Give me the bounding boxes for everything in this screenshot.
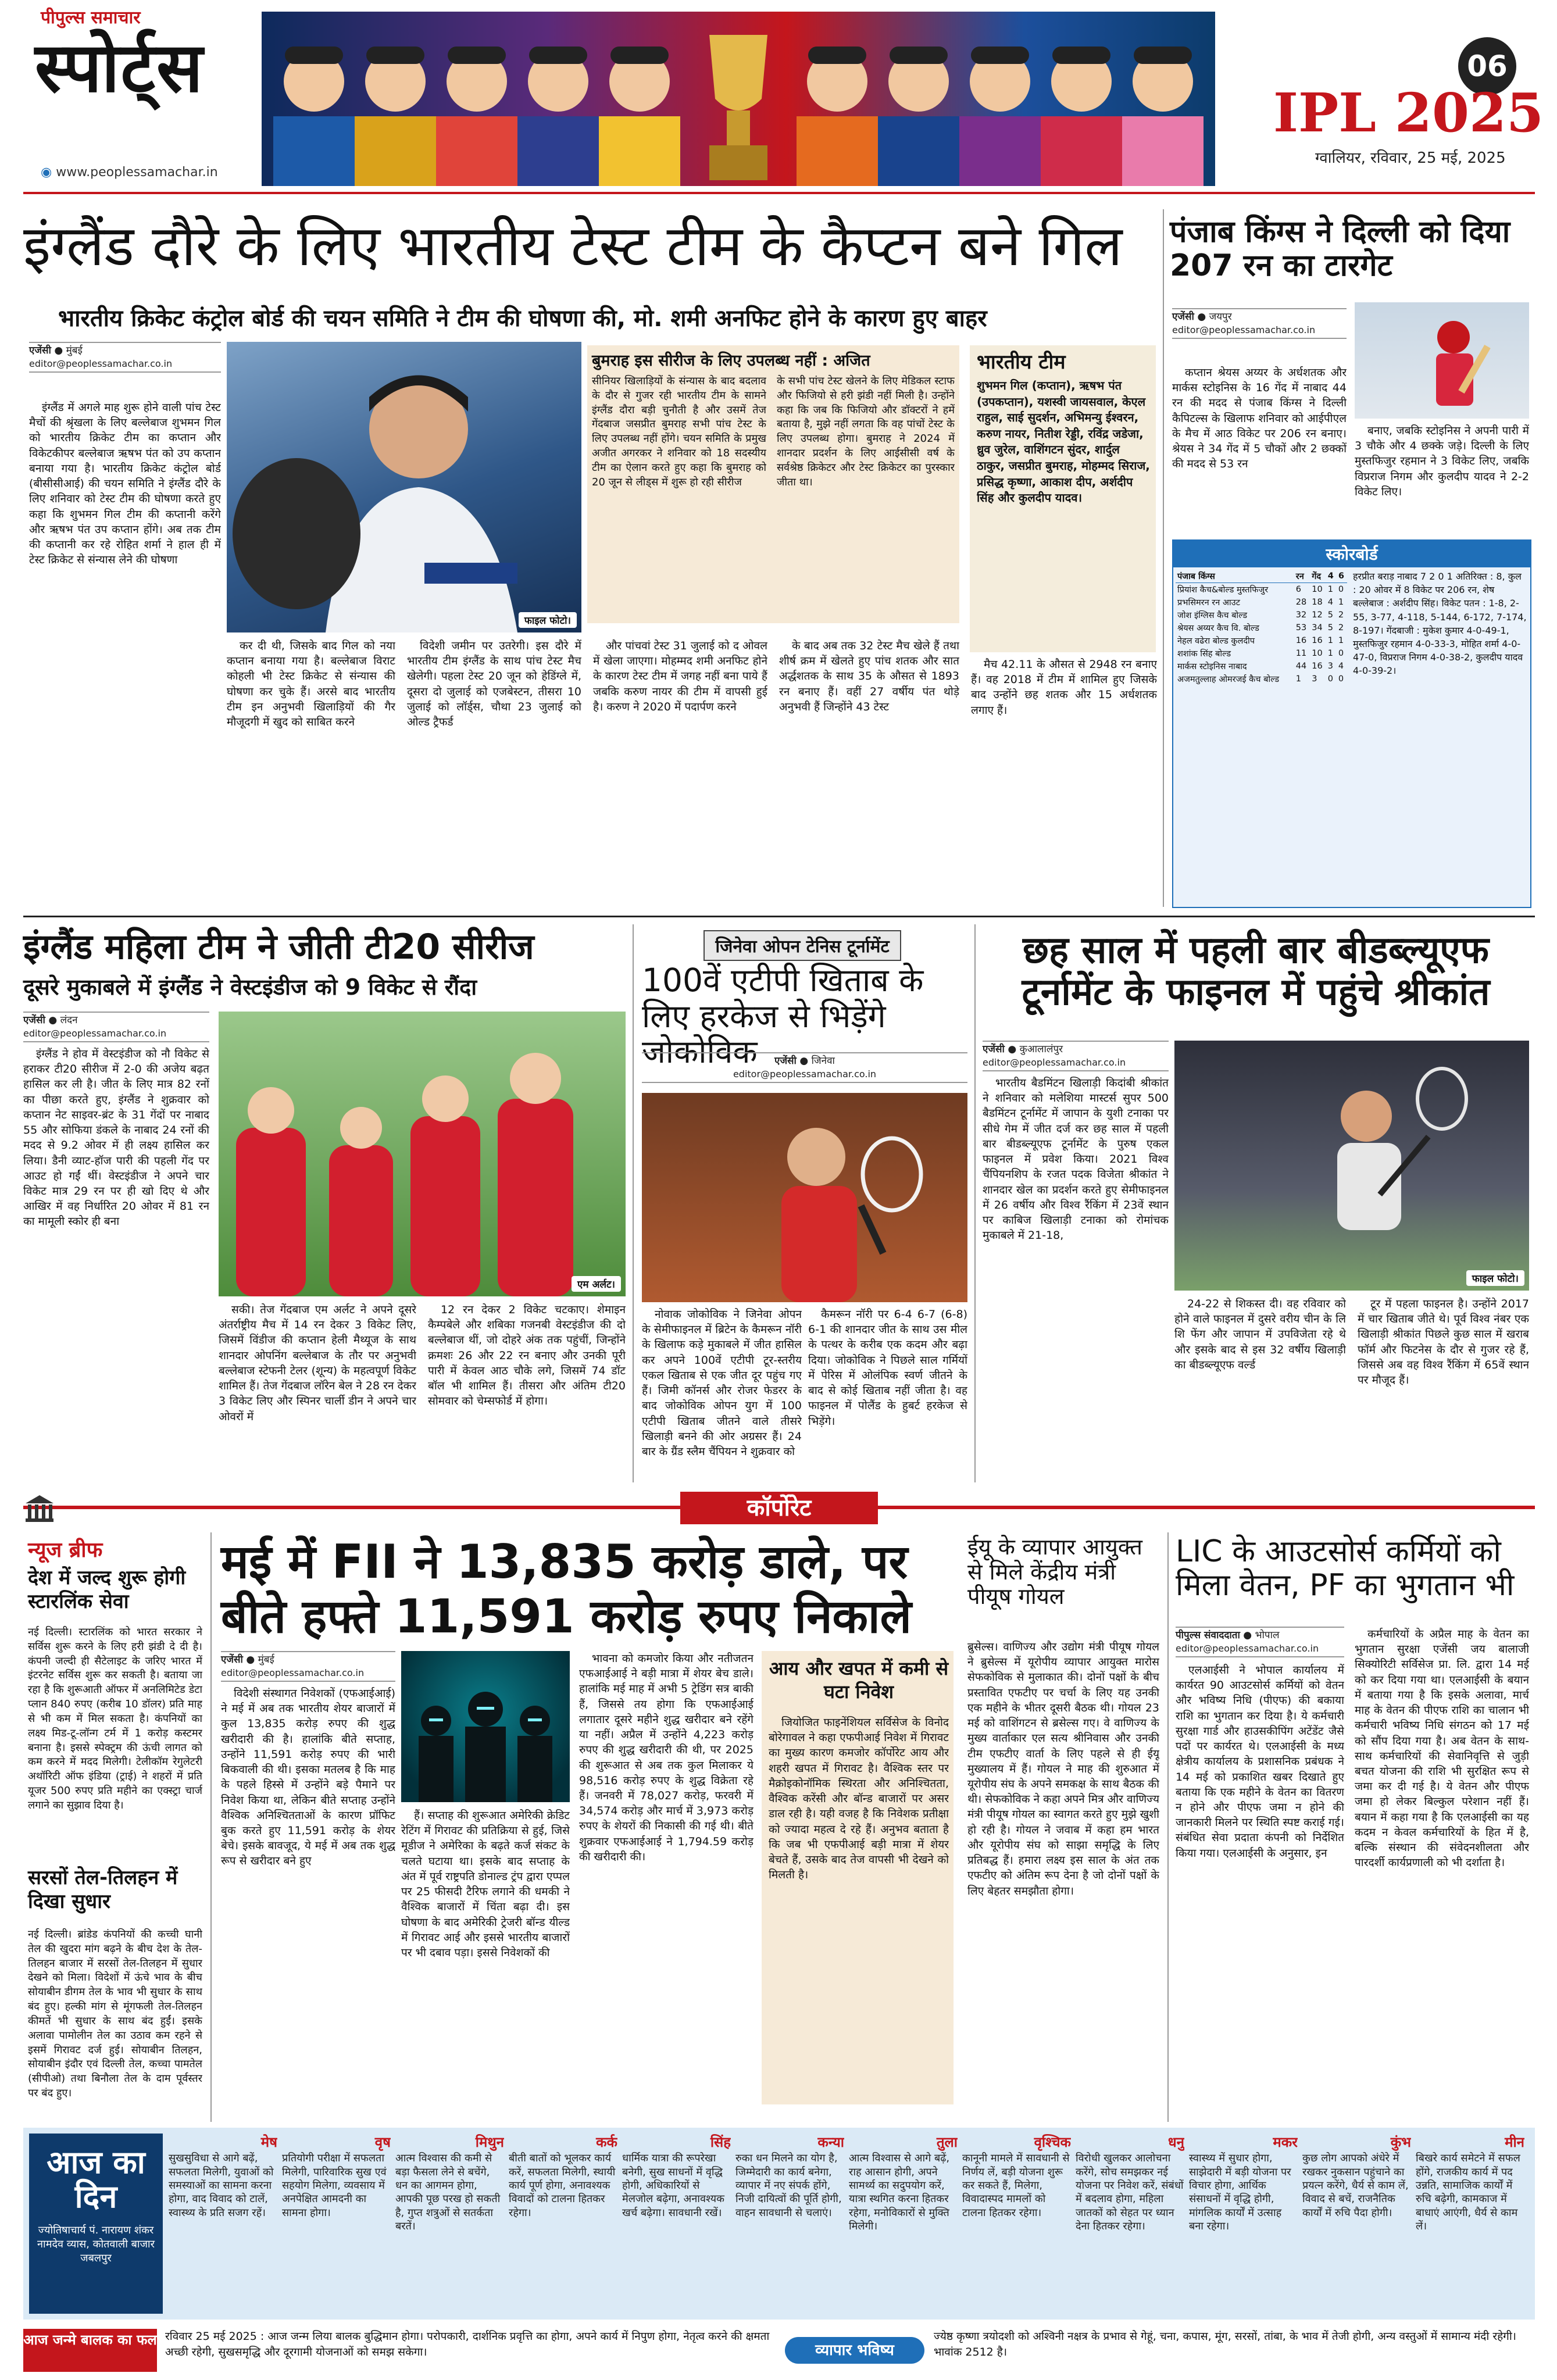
horoscope-sign-text: स्वास्थ्य में सुधार होगा, साझेदारी में बड़ी योजना पर विचार होगा, आर्थिक संसाधनों में वृद्धि होगी, मांगलिक कार्यों में उत्साह बना रहेगा। — [1189, 2152, 1291, 2233]
score-head-sixes: 6 — [1338, 571, 1344, 581]
horoscope-sign-name: मेष — [260, 2134, 277, 2150]
score-value: 1 — [1327, 649, 1333, 658]
footer-right-text: ज्येष्ठ कृष्णा त्रयोदशी को अश्विनी नक्षत्र के प्रभाव से गेहूं, चना, कपास, मूंग, सरसों, तांबा, के भाव में तेजी होगी, अन्य वस्तुओं में सामान्य मंदी रहेगी। भावांक 2512 है। — [934, 2330, 1517, 2358]
dateline: ग्वालियर, रविवार, 25 मई, 2025 — [1315, 149, 1506, 167]
horoscope-sign-name: तुला — [936, 2134, 958, 2150]
website-link[interactable] — [41, 165, 218, 180]
fii-box-head: आय और खपत में कमी से घटा निवेश — [769, 1657, 949, 1703]
news-brief-item2-body: नई दिल्ली। ब्रांडेड कंपनियों की कच्ची घानी तेल की खुदरा मांग बढ़ने के बीच देश के तेल-तिलहन बाजार में सरसों तेल-तिलहन में सुधार देखने को मिला। विदेशों में ऊंचे भाव के बीच सोयाबीन डीगम तेल के भाव भी सुधार के साथ बंद हुए। हल्की मांग से मूंगफली तेल-तिलहन कीमतें भी सुधार के साथ बंद हुईं। इसके अलावा पामोलीन तेल का उठाव कम रहने से इसमें गिरावट दर्ज हुई। सोयाबीन तिलहन, सोयाबीन इंदौर एवं दिल्ली तेल, कच्चा पामतेल (सीपीओ) तथा बिनौला तेल के दाम पूर्वस्तर पर बंद हुए। — [28, 1928, 202, 2100]
horoscope-sign — [1302, 2134, 1411, 2314]
horoscope-signs — [169, 2134, 1529, 2314]
horoscope-sign — [395, 2134, 504, 2314]
srikanth-col4 — [1358, 1296, 1529, 1477]
footer-right-label: व्यापार भविष्य — [785, 2337, 924, 2364]
footer — [23, 2324, 1535, 2377]
footer-left-label: आज जन्मे बालक का फल — [23, 2329, 157, 2372]
srikanth-col1-text: भारतीय बैडमिंटन खिलाड़ी किदांबी श्रीकांत ने शनिवार को मलेशिया मास्टर्स सुपर 500 बैडमिंटन टूर्नामेंट में जापान के युशी टनाका पर सीधे गेम में जीत दर्ज कर छह साल में पहली बार बीडब्ल्यूएफ टूर्नामेंट के पुरुष एकल फाइनल में प्रवेश किया। 2021 विश्व चैंपियनशिप के रजत पदक विजेता श्रीकांत ने शानदार खेल का प्रदर्शन करते हुए सेमीफाइनल में 26 वर्षीय और विश्व रैंकिंग में 23वें स्थान पर काबिज खिलाड़ी टनाका को रोमांचक मुकाबले में 21-18, — [983, 1077, 1169, 1242]
srikanth-photo — [1174, 1041, 1529, 1291]
djokovic-agency: एजेंसी — [774, 1055, 797, 1067]
horoscope-sign-text: आत्म विश्वास से आगे बढ़ें, राह आसान होगी, अपने सामर्थ्य का सदुपयोग करें, यात्रा स्थगित करना हितकर रहेगा, मनोविकारों से मुक्ति मिलेगी। — [849, 2152, 950, 2233]
lic-col1 — [1176, 1663, 1344, 2122]
website-url: www.peoplessamachar.in — [56, 165, 218, 180]
score-value: 1 — [1327, 636, 1333, 645]
score-row — [1176, 583, 1347, 596]
srikanth-agency: एजेंसी — [983, 1044, 1005, 1055]
horoscope-author: ज्योतिषाचार्य पं. नारायण शंकर नामदेव व्यास, कोतवाली बाजार जबलपुर — [37, 2224, 155, 2265]
score-player: नेहल वढेरा बोल्ड कुलदीप — [1177, 637, 1255, 646]
horoscope-sign — [169, 2134, 277, 2314]
score-value: 28 — [1295, 598, 1307, 607]
vertical-divider-5 — [1167, 1532, 1169, 2122]
score-value: 5 — [1327, 623, 1333, 632]
score-value: 44 — [1295, 662, 1307, 671]
score-row — [1176, 660, 1347, 673]
horoscope-sign-name: मीन — [1505, 2134, 1524, 2150]
fii-col2-text: हैं। सप्ताह की शुरूआत अमेरिकी क्रेडिट रेटिंग में गिरावट की प्रतिक्रिया से हुई, जिसे मूडीज ने अमेरिका के बढ़ते कर्ज संकट के चलते घटाया था। इसके बाद सप्ताह के अंत में पूर्व राष्ट्रपति डोनाल्ड ट्रंप द्वारा एप्पल पर 25 फीसदी टैरिफ लगाने की धमकी ने वैश्विक बाजारों में चिंता बढ़ा दी। इस घोषणा के बाद अमेरिकी ट्रेजरी बॉन्ड यील्ड में गिरावट आई और इससे भारतीय बाजारों पर भी दबाव पड़ा। इससे निवेशकों की — [401, 1809, 570, 1959]
horoscope-sign-text: सुखसुविधा से आगे बढ़ें, सफलता मिलेगी, युवाओं को समस्याओं का सामना करना होगा, वाद विवाद को टालें, स्वास्थ्य के प्रति सजग रहें। — [169, 2152, 274, 2219]
footer-left-text: रविवार 25 मई 2025 : आज जन्म लिया बालक बुद्धिमान होगा। परोपकारी, दार्शनिक प्रवृत्ति का होगा, अपने कार्य में निपुण होगा, नेतृत्व करने की क्षमता अच्छी रहेगी, सुखसमृद्धि और दूरगामी योजनाओं को समझ सकेगा। — [165, 2330, 770, 2358]
score-head-fours: 4 — [1327, 571, 1334, 581]
fii-col2 — [401, 1808, 570, 2116]
horoscope-sign-text: विरोधी खुलकर आलोचना करेंगे, सोच समझकर नई योजना पर निवेश करें, संबंधों में बदलाव होगा, महिला जातकों को सेहत पर ध्यान देना हितकर रहेगा। — [1076, 2152, 1184, 2233]
score-value: 6 — [1295, 585, 1301, 594]
srikanth-col3 — [1174, 1296, 1346, 1477]
djokovic-place: जिनेवा — [811, 1055, 835, 1067]
fii-photo — [401, 1651, 570, 1802]
fii-col3-text: भावना को कमजोर किया और नतीजतन एफआईआई ने बड़ी मात्रा में शेयर बेच डाले। हालांकि मई माह में अभी 5 ट्रेडिंग सत्र बाकी हैं, जिससे तय होगा कि एफआईआई लगातार दूसरे महीने शुद्ध खरीदार बने रहेंगे या नहीं। अप्रैल में उन्होंने 4,223 करोड़ रुपए की शुद्ध खरीदारी की थी, पर 2025 की शुरूआत से अब तक कुल मिलाकर ये 98,516 करोड़ रुपए के शुद्ध विक्रेता रहे हैं। जनवरी में 78,027 करोड़, फरवरी में 34,574 करोड़ और मार्च में 3,973 करोड़ रुपए के शेयरों की निकासी की गई थी। बीते शुक्रवार एफआईआई ने 1,794.59 करोड़ की खरीदारी की। — [579, 1652, 753, 1863]
gill-place: मुंबई — [66, 345, 83, 356]
fii-box-text — [769, 1715, 949, 2099]
score-row — [1176, 634, 1347, 647]
trophy-icon — [709, 35, 767, 180]
srikanth-email[interactable]: editor@peoplessamachar.co.in — [983, 1056, 1126, 1068]
horoscope-sign-text: बिखरे कार्य समेटने में सफल होंगे, राजकीय कार्य में पद उन्नति, सामाजिक कार्यों में रुचि बढ़ेगी, कामकाज में बाधाएं आएंगी, धैर्य से काम लें। — [1416, 2152, 1520, 2233]
ewomen-col2 — [219, 1302, 416, 1477]
score-value: 4 — [1338, 662, 1344, 671]
score-player: प्रियांश कैच&बोल्ड मुस्तफिजुर — [1177, 585, 1269, 595]
gill-col1-text: इंग्लैंड में अगले माह शुरू होने वाली पांच टेस्ट मैचों की श्रृंखला के लिए बल्लेबाज शुभमन गिल को भारतीय क्रिकेट टीम का कप्तान और विकेटकीपर बल्लेबाज ऋषभ पंत को उप कप्तान बनाया गया है। भारतीय क्रिकेट कंट्रोल बोर्ड (बीसीसीआई) की चयन समिति ने इंग्लैंड दौरे के लिए शनिवार को टेस्ट टीम की घोषणा करते हुए कहा कि शुभमन गिल टीम की कप्तानी करेंगे और ऋषभ पंत उप कप्तान होंगे। अब तक टीम की कप्तानी कर रहे रोहित शर्मा ने हाल ही में टेस्ट क्रिकेट से संन्यास लेने की घोषणा — [29, 401, 221, 567]
ewomen-col1-text: इंग्लैंड ने होव में वेस्टइंडीज को नौ विकेट से हराकर टी20 सीरीज में 2-0 की अजेय बढ़त हासिल कर ली है। जीत के लिए मात्र 82 रनों का पीछा करते हुए, इंग्लैंड ने शुक्रवार को कप्तान नेट साइवर-ब्रंट के 31 गेंदों पर नाबाद 55 और सोफिया डंकले के नाबाद 24 रनों की मदद से 9.2 ओवर में ही लक्ष्य हासिल कर लिया। डैनी व्याट-हॉज पारी की पहली गेंद पर आउट हो गईं थीं। वेस्टइंडीज ने अपने चार विकेट मात्र 29 रन पर ही खो दिए थे और आखिर में वह निर्धारित 20 ओवर में 81 रन का मामूली स्कोर ही बना — [23, 1048, 209, 1228]
gill-agency: एजेंसी — [29, 345, 51, 356]
corporate-label: कॉर्पोरेट — [680, 1492, 878, 1524]
djokovic-kicker — [645, 930, 959, 961]
punjab-email[interactable]: editor@peoplessamachar.co.in — [1172, 324, 1316, 335]
ewomen-email[interactable]: editor@peoplessamachar.co.in — [23, 1027, 167, 1039]
news-brief-label: न्यूज ब्रीफ — [28, 1538, 103, 1562]
punjab-agency: एजेंसी — [1172, 311, 1194, 323]
vertical-divider-1 — [1163, 209, 1164, 907]
horoscope-sign-name: कन्या — [817, 2134, 844, 2150]
djokovic-col-b — [808, 1307, 967, 1477]
horoscope-sign — [1076, 2134, 1184, 2314]
team-list-text: शुभमन गिल (कप्तान), ऋषभ पंत (उपकप्तान), यशस्वी जायसवाल, केएल राहुल, साई सुदर्शन, अभिमन्यु ईश्वरन, करुण नायर, नितीश रेड्डी, रविंद्र जडेजा, ध्रुव जुरेल, वाशिंगटन सुंदर, शार्दुल ठाकुर, जसप्रीत बुमराह, मोहम्मद सिराज, प्रसिद्ध कृष्णा, आकाश दीप, अर्शदीप सिंह और कुलदीप यादव। — [977, 378, 1150, 505]
gill-col3 — [407, 638, 581, 906]
score-player: अजमतुल्लाह ओमरजई कैच बोल्ड — [1177, 675, 1280, 684]
horoscope-sign-name: वृश्चिक — [1034, 2134, 1071, 2150]
goyal-headline: ईयू के व्यापार आयुक्त से मिले केंद्रीय मंत्री पीयूष गोयल — [967, 1534, 1142, 1610]
vertical-divider-3 — [974, 924, 976, 1482]
horoscope-sign-name: सिंह — [710, 2134, 731, 2150]
score-value: 3 — [1327, 662, 1333, 671]
lic-headline: LIC के आउटसोर्स कर्मियों को मिला वेतन, PF का भुगतान भी — [1176, 1534, 1515, 1603]
news-brief-item1-body: नई दिल्ली। स्टारलिंक को भारत सरकार ने सर्विस शुरू करने के लिए हरी झंडी दे दी है। कंपनी जल्दी ही सैटेलाइट के जरिए भारत में इंटरनेट सर्विस शुरू कर सकती है। बताया जा रहा है कि शुरूआती ऑफर में अनलिमिटेड डेटा प्लान 840 रुपए (करीब 10 डॉलर) प्रति माह से भी कम में मिल सकता है। कंपनियों का लक्ष्य मिड-टू-लॉन्ग टर्म में 1 करोड़ कस्टमर बनाना है। इससे स्पेक्ट्रम की ऊंची लागत को कम करने में मदद मिलेगी। टेलीकॉम रेगुलेटरी अथॉरिटी ऑफ इंडिया (ट्राई) ने शहरों में प्रति यूजर 500 रुपए प्रति महीने का एक्स्ट्रा चार्ज लगाने का सुझाव दिया है। — [28, 1626, 202, 1811]
punjab-col1 — [1172, 365, 1347, 522]
srikanth-col3-text: 24-22 से शिकस्त दी। वह रविवार को होने वाले फाइनल में दुसरे वरीय चीन के लि शि फेंग और जापान में उपविजेता रहे थे और इसके बाद से इस 32 वर्षीय खिलाड़ी का बीडब्ल्यूएफ वर्ल्ड — [1174, 1298, 1346, 1371]
score-value: 1 — [1295, 674, 1301, 684]
edition-title: IPL 2025 — [1273, 81, 1544, 144]
djokovic-photo — [642, 1093, 967, 1302]
score-player: मार्कस स्टोइनिस नाबाद — [1177, 662, 1247, 671]
score-value: 10 — [1312, 649, 1323, 658]
punjab-col2 — [1355, 423, 1529, 539]
gill-email[interactable]: editor@peoplessamachar.co.in — [29, 358, 173, 369]
bumrah-col3-text: के बाद अब तक 32 टेस्ट मैच खेले हैं तथा शीर्ष क्रम में खेलते हुए पांच शतक और सात अर्द्धशतक के साथ 35 के औसत से 1893 रन बनाए हैं। वहीं 27 वर्षीय पंत थोड़े अनुभवी हैं जिन्होंने 43 टेस्ट — [779, 639, 959, 713]
ewomen-col3-text: 12 रन देकर 2 विकेट चटकाए। शेमाइन कैम्पबेले और शबिका गजनबी वेस्टइंडीज की दो बल्लेबाज थीं, जो दोहरे अंक तक पहुंचीं, जिन्होंने क्रमशः 26 और 22 रन बनाए और उनकी पूरी पारी में केवल आठ चौके लगे, जिसमें 74 डॉट बॉल भी शामिल हैं। तीसरा और अंतिम टी20 सोमवार को चेम्सफोर्ड में होगा। — [428, 1303, 626, 1408]
fii-col1-text: विदेशी संस्थागत निवेशकों (एफआईआई) ने मई में अब तक भारतीय शेयर बाजारों में कुल 13,835 करोड़ रुपए की शुद्ध खरीदारी की है। हालांकि बीते सप्ताह, उन्होंने 11,591 करोड़ रुपए की भारी बिकवाली की थी। इसका मतलब है कि माह के पहले हिस्से में उन्होंने बड़े पैमाने पर निवेश किया था, लेकिन बीते सप्ताह उन्होंने वैश्विक अनिश्चितताओं के कारण प्रॉफिट बुक करते हुए 11,591 करोड़ के शेयर बेचे। इसके बावजूद, ये मई में अब तक शुद्ध रूप से खरीदार बने हुए — [221, 1687, 395, 1868]
score-value: 16 — [1312, 662, 1323, 671]
punjab-byline: एजेंसी ● जयपुर editor@peoplessamachar.co.in — [1172, 308, 1347, 339]
punjab-photo — [1355, 302, 1529, 419]
djokovic-col-b-text: कैमरून नॉरी पर 6-4 6-7 (6-8) 6-1 की शानदार जीत के साथ उस मील के पत्थर के करीब एक कदम और बढ़ा दिया। जोकोविक ने पिछले साल गर्मियों में पेरिस में ओलंपिक स्वर्ण जीतने के बाद से कोई खिताब नहीं जीता है। वह फाइनल में पोलैंड के हुबर्ट हरकेज से भिड़ेंगे। — [808, 1308, 967, 1428]
score-player: प्रभसिमरन रन आउट — [1177, 598, 1240, 607]
djokovic-email[interactable]: editor@peoplessamachar.co.in — [733, 1068, 877, 1080]
score-player: श्रेयस अय्यर कैच वि. बोल्ड — [1177, 624, 1259, 633]
score-value: 32 — [1295, 610, 1307, 620]
vertical-divider-4 — [210, 1532, 212, 2122]
score-value: 0 — [1327, 674, 1333, 684]
horoscope-sign — [282, 2134, 391, 2314]
gill-col2-text: कर दी थी, जिसके बाद गिल को नया कप्तान बनाया गया है। बल्लेबाज विराट कोहली भी टेस्ट क्रिकेट से संन्यास की घोषणा कर चुके हैं। अरसे बाद भारतीय टीम इन अनुभवी खिलाड़ियों की गैर मौजूदगी में खुद को साबित करने — [227, 639, 395, 729]
lic-byline: पीपुल्स संवाददाता ● भोपाल editor@peoplessamachar.co.in — [1176, 1627, 1344, 1657]
gill-col1 — [29, 400, 221, 906]
horoscope-sign-text: रुका धन मिलने का योग है, जिम्मेदारी का कार्य बनेगा, व्यापार में नए संपर्क होंगे, निजी दायित्वों की पूर्ति होगी, वाहन सावधानी से चलाएं। — [735, 2152, 842, 2219]
masthead — [0, 0, 1557, 192]
lic-col1-text: एलआईसी ने भोपाल कार्यालय में कार्यरत 90 आउटसोर्स कर्मियों को वेतन और भविष्य निधि (पीएफ) की बकाया राशि का भुगतान कर दिया है। ये कर्मचारी सुरक्षा गार्ड और हाउसकीपिंग अटेंडेंट जैसे पदों पर कार्यरत थे। एलआईसी के मध्य क्षेत्रीय कार्यालय के प्रशासनिक प्रबंधक ने 14 मई को प्रकाशित खबर दिखाते हुए बताया कि एक महीने के वेतन का वितरण न होने और पीएफ जमा न होने की जानकारी मिलने पर स्थिति स्पष्ट कराई गई। संबंधित सेवा प्रदाता कंपनी को निर्देशित किया गया। एलआईसी के अनुसार, इन — [1176, 1664, 1344, 1860]
horoscope-sign-name: वृष — [374, 2134, 391, 2150]
gill-photo — [227, 342, 581, 632]
section-title: स्पोर्ट्स — [35, 27, 204, 108]
horoscope-sign-text: कुछ लोग आपको अंधेरे में रखकर नुकसान पहुंचाने का प्रयत्न करेंगे, धैर्य से काम लें, विवाद से बचें, राजनैतिक कार्यों में रुचि पैदा होगी। — [1302, 2152, 1409, 2219]
fii-agency: एजेंसी — [221, 1654, 243, 1666]
score-value: 1 — [1338, 636, 1344, 645]
fii-photo-illustration — [401, 1651, 570, 1802]
horoscope-sign — [962, 2134, 1071, 2314]
score-value: 53 — [1295, 623, 1307, 632]
score-value: 5 — [1327, 610, 1333, 620]
djokovic-kicker-text: जिनेवा ओपन टेनिस टूर्नामेंट — [703, 930, 901, 961]
score-value: 0 — [1338, 649, 1344, 658]
lic-email[interactable]: editor@peoplessamachar.co.in — [1176, 1642, 1319, 1654]
djokovic-col-a — [642, 1307, 802, 1477]
fii-headline: मई में FII ने 13,835 करोड़ डाले, पर बीते हफ्ते 11,591 करोड़ रुपए निकाले — [221, 1535, 912, 1644]
ewomen-col3 — [428, 1302, 626, 1477]
scoreboard-summary: हरप्रीत बराड़ नाबाद 7 2 0 1 अतिरिक्त : 8, कुल : 20 ओवर में 8 विकेट पर 206 रन, शेष बल्लेबाज : अर्शदीप सिंह। विकेट पतन : 1-8, 2-55, 3-77, 4-118, 5-144, 6-172, 7-174, 8-197। गेंदबाजी : मुकेश कुमार 4-0-49-1, मुस्तफिजुर रहमान 4-0-33-3, मोहित शर्मा 4-0-47-0, विप्रराज निगम 4-0-38-2, कुलदीप यादव 4-0-39-2। — [1353, 571, 1527, 677]
team-tail-text: मैच 42.11 के औसत से 2948 रन बनाए हैं। वह 2018 में टीम में शामिल हुए जिसके बाद उन्होंने छह शतक और 15 अर्धशतक लगाए हैं। — [971, 658, 1157, 717]
fii-col1 — [221, 1686, 395, 2116]
punjab-headline: पंजाब किंग्स ने दिल्ली को दिया 207 रन का टारगेट — [1170, 215, 1510, 284]
srikanth-photo-illustration — [1174, 1041, 1529, 1291]
team-head: भारतीय टीम — [977, 351, 1066, 374]
srikanth-col4-text: टूर में पहला फाइनल है। उन्होंने 2017 में चार खिताब जीते थे। पूर्व विश्व नंबर एक खिलाड़ी श्रीकांत पिछले कुछ साल में खराब फॉर्म और फिटनेस के दौर से गुजर रहे हैं, जिससे अब वह विश्व रैंकिंग में 65वें स्थान पर मौजूद हैं। — [1358, 1298, 1529, 1387]
srikanth-place: कुआलालंपुर — [1019, 1044, 1063, 1055]
horoscope-sign-name: धनु — [1167, 2134, 1184, 2150]
score-player: जोश इंग्लिस कैच बोल्ड — [1177, 611, 1248, 620]
corporate-banner — [23, 1492, 1535, 1524]
horoscope-sign — [622, 2134, 731, 2314]
ewomen-subhead: दूसरे मुकाबले में इंग्लैंड ने वेस्टइंडीज को 9 विकेट से रौंदा — [23, 974, 477, 1000]
building-icon — [23, 1492, 56, 1524]
globe-icon: ◉ — [41, 165, 52, 180]
srikanth-col1 — [983, 1075, 1169, 1477]
ewomen-photo — [219, 1012, 626, 1296]
bumrah-col2-text: के सभी पांच टेस्ट खेलने के लिए मेडिकल स्टाफ और फिजियो से हरी झंडी नहीं मिली है। उन्होंने कहा कि जब कि फिजियो और डॉक्टरों ने हमें बताया है, मुझे नहीं लगता कि वह पांचों टेस्ट के लिए उपलब्ध होगा। बुमराह ने 2024 में शानदार प्रदर्शन के लिए आईसीसी वर्ष के सर्वश्रेष्ठ क्रिकेटर और टेस्ट क्रिकेटर का पुरस्कार जीता था। — [777, 375, 955, 488]
score-row — [1176, 647, 1347, 660]
bumrah-head: बुमराह इस सीरीज के लिए उपलब्ध नहीं : अजित — [592, 352, 870, 370]
horoscope-sign — [1189, 2134, 1298, 2314]
score-value: 11 — [1295, 649, 1307, 658]
horoscope-sign-name: कर्क — [596, 2134, 617, 2150]
djokovic-col1b — [642, 1087, 805, 1093]
bumrah-col2 — [777, 374, 955, 621]
team-tail — [971, 657, 1157, 906]
horoscope-sign-text: आत्म विश्वास की कमी से बड़ा फैसला लेने से बचेंगे, धन का आगमन होगा, आपकी पूछ परख हो सकती है, गुप्त शत्रुओं से सतर्कता बरतें। — [395, 2152, 501, 2233]
team-list — [977, 378, 1151, 651]
scoreboard-table — [1176, 570, 1347, 685]
score-head-team: पंजाब किंग्स — [1177, 572, 1215, 581]
horoscope-sign-name: मिथुन — [475, 2134, 504, 2150]
ewomen-photo-caption: एम अर्लट। — [572, 1276, 621, 1292]
score-value: 34 — [1312, 623, 1323, 632]
score-value: 0 — [1338, 585, 1344, 594]
news-brief-item2-text — [28, 1928, 202, 2120]
players-illustration — [262, 12, 1215, 186]
punjab-photo-illustration — [1355, 302, 1529, 419]
punjab-col1-text: कप्तान श्रेयस अय्यर के अर्धशतक और मार्कस स्टोइनिस के 16 गेंद में नाबाद 44 रन की मदद से पंजाब किंग्स ने दिल्ली कैपिटल्स के खिलाफ शनिवार को आईपीएल के मैच में आठ विकेट पर 206 रन बनाए। श्रेयस ने 34 गेंद में 5 चौकों और 2 छक्कों की मदद से 53 रन — [1172, 366, 1347, 471]
gill-col4-text: और पांचवां टेस्ट 31 जुलाई को द ओवल में खेला जाएगा। मोहम्मद शमी अनफिट होने के कारण टेस्ट टीम में जगह नहीं बना पाये हैं जबकि करुण नायर की टीम में वापसी हुई है। करुण ने 2020 में पदार्पण करने — [593, 639, 767, 713]
scoreboard-left — [1173, 567, 1349, 903]
djokovic-col-a-text: नोवाक जोकोविक ने जिनेवा ओपन के सेमीफाइनल में ब्रिटेन के कैमरून नॉरी के खिलाफ कड़े मुकाबले में जीत हासिल कर अपने 100वें एटीपी टूर-स्तरीय एकल खिताब से एक जीत दूर पहुंच गए हैं। जिमी कॉनर्स और रोजर फेडरर के बाद जोकोविक ओपन युग में 100 एटीपी खिताब जीतने वाले तीसरे खिलाड़ी बनने की ओर अग्रसर हैं। 24 बार के ग्रैंड स्लैम चैंपियन ने शुक्रवार को — [642, 1308, 802, 1458]
fii-box-body: जियोजित फाइनेंशियल सर्विसेज के विनोद बोरेगावल ने कहा एफपीआई निवेश में गिरावट का मुख्य कारण कमजोर कॉर्पोरेट आय और शहरी खपत में गिरावट है। वैश्विक स्तर पर मैक्रोइकोनॉमिक स्थिरता और अनिश्चितता, वैश्विक करेंसी और बॉन्ड बाजारों पर असर डाल रही है। यही वजह है कि निवेशक प्रतीक्षा को ज्यादा महत्व दे रहे हैं। अनुभव बताता है कि जब भी एफपीआई बड़ी मात्रा में शेयर बेचते हैं, उसके बाद तेज वापसी भी देखने को मिलती है। — [769, 1716, 949, 1882]
ewomen-byline: एजेंसी ● लंदन editor@peoplessamachar.co.in — [23, 1012, 209, 1042]
gill-col4 — [593, 638, 767, 906]
score-value: 16 — [1295, 636, 1307, 645]
score-value: 1 — [1338, 598, 1344, 607]
score-value: 2 — [1338, 623, 1344, 632]
bumrah-col3 — [779, 638, 959, 906]
gill-col2 — [227, 638, 395, 906]
djokovic-photo-illustration — [642, 1093, 967, 1302]
ewomen-headline: इंग्लैंड महिला टीम ने जीती टी20 सीरीज — [23, 927, 534, 967]
horoscope-sign-text: धार्मिक यात्रा की रूपरेखा बनेगी, सुख साधनों में वृद्धि होगी, अधिकारियों से मेलजोल बढ़ेगा, अनावश्यक खर्च बढ़ेगा। सावधानी रखें। — [622, 2152, 724, 2219]
lic-place: भोपाल — [1255, 1629, 1280, 1641]
scoreboard-title: स्कोरबोर्ड — [1173, 541, 1530, 567]
horoscope-sign — [735, 2134, 844, 2314]
players-banner — [262, 12, 1215, 186]
lic-col2-text: कर्मचारियों के अप्रैल माह के वेतन का भुगतान सुरक्षा एजेंसी जय बालाजी सिक्योरिटी सर्विसेज प्रा. लि. द्वारा 14 मई को कर दिया गया था। एलआईसी के बयान में बताया गया है कि इसके अलावा, मार्च माह के वेतन की पीएफ राशि का चालान भी कर्मचारी भविष्य निधि संगठन को 17 मई को सौंप दिया गया है। अब वेतन के साथ-साथ कर्मचारियों की सेवानिवृत्ति से जुड़ी बचत योजना की राशि भी सुरक्षित रूप से जमा कर दी गई है। ये वेतन और पीएफ जमा हो लेकर बिल्कुल परेशान नहीं हैं। बयान में कहा गया है कि एलआईसी का यह कदम न केवल कर्मचारियों के हित में है, बल्कि संस्थान की संवेदनशीलता और पारदर्शी कार्यप्रणाली को भी दर्शाता है। — [1355, 1628, 1529, 1870]
gill-photo-illustration — [227, 342, 581, 632]
scoreboard — [1172, 539, 1531, 908]
fii-col3 — [579, 1651, 753, 2116]
score-value: 4 — [1327, 598, 1333, 607]
scoreboard-body — [1173, 567, 1530, 903]
score-head-runs: रन — [1295, 572, 1304, 581]
horoscope-sign — [1416, 2134, 1524, 2314]
gill-headline: इंग्लैंड दौरे के लिए भारतीय टेस्ट टीम के कैप्टन बने गिल — [23, 213, 1123, 278]
fii-place: मुंबई — [258, 1654, 274, 1666]
score-value: 10 — [1312, 585, 1323, 594]
srikanth-headline: छह साल में पहली बार बीडब्ल्यूएफ टूर्नामेंट के फाइनल में पहुंचे श्रीकांत — [1022, 929, 1490, 1014]
horoscope-sign-name: कुंभ — [1390, 2134, 1411, 2150]
score-row — [1176, 609, 1347, 621]
gill-byline: एजेंसी ● मुंबई editor@peoplessamachar.co.in — [29, 342, 221, 373]
djokovic-headline: 100वें एटीपी खिताब के लिए हरकेज से भिड़ेंगे जोकोविक — [642, 962, 924, 1071]
vertical-divider-2 — [633, 924, 634, 1482]
punjab-place: जयपुर — [1209, 311, 1232, 323]
ewomen-place: लंदन — [60, 1014, 78, 1026]
score-head-balls: गेंद — [1312, 572, 1322, 581]
masthead-divider — [23, 192, 1535, 194]
paper-name: पीपुल्स समाचार — [41, 8, 141, 28]
horoscope-box — [29, 2134, 163, 2314]
horoscope-title: आज का दिन — [47, 2144, 145, 2215]
score-value: 0 — [1338, 674, 1344, 684]
score-value: 16 — [1312, 636, 1323, 645]
ewomen-agency: एजेंसी — [23, 1014, 45, 1026]
score-row — [1176, 673, 1347, 685]
bumrah-col1 — [592, 374, 766, 621]
score-row — [1176, 621, 1347, 634]
score-value: 3 — [1312, 674, 1317, 684]
gill-photo-caption: फाइल फोटो। — [519, 612, 577, 628]
horoscope-sign — [509, 2134, 617, 2314]
fii-email[interactable]: editor@peoplessamachar.co.in — [221, 1667, 365, 1678]
section-divider-1 — [23, 916, 1535, 917]
horoscope-sign-text: बीती बातों को भूलकर कार्य करें, सफलता मिलेगी, स्थायी कार्य पूर्ण होगा, अनावश्यक विवादों को टालना हितकर रहेगा। — [509, 2152, 616, 2219]
page-number: 06 — [1458, 37, 1516, 95]
fii-byline: एजेंसी ● मुंबई editor@peoplessamachar.co.in — [221, 1651, 395, 1682]
gill-col3-text: विदेशी जमीन पर उतरेगी। इस दौरे में भारतीय टीम इंग्लैंड के साथ पांच टेस्ट मैच खेलेगी। पहला टेस्ट 20 जून को हेडिंग्ले में, दूसरा दो जुलाई को एजबेस्टन, तीसरा 10 जुलाई को लॉर्ड्स, चौथा 23 जुलाई को ओल्ड ट्रैफर्ड — [407, 639, 581, 729]
lic-agency: पीपुल्स संवाददाता — [1176, 1629, 1240, 1641]
bumrah-col1-text: सीनियर खिलाड़ियों के संन्यास के बाद बदलाव के दौर से गुजर रही भारतीय टीम के सामने इंग्लैंड दौरा बड़ी चुनौती है और उसमें तेज गेंदबाज जसप्रीत बुमराह सभी पांच टेस्ट के लिए उपलब्ध नहीं होंगे। चयन समिति के प्रमुख अजीत अगरकर ने शनिवार को 18 सदस्यीय टीम का ऐलान करते हुए कहा कि बुमराह को 20 जून से लीड्स में शुरू हो रही सीरीज — [592, 375, 766, 488]
horoscope-sign-text: प्रतियोगी परीक्षा में सफलता मिलेगी, पारिवारिक सुख एवं सहयोग मिलेगा, व्यवसाय में अनपेक्षित आमदनी का सामना होगा। — [282, 2152, 387, 2219]
score-value: 18 — [1312, 598, 1323, 607]
ewomen-photo-illustration — [219, 1012, 626, 1296]
gill-subhead: भारतीय क्रिकेट कंट्रोल बोर्ड की चयन समिति ने टीम की घोषणा की, मो. शमी अनफिट होने के कारण हुए बाहर — [58, 305, 987, 332]
djokovic-byline: एजेंसी ● जिनेवा editor@peoplessamachar.co.in — [642, 1052, 967, 1083]
score-value: 1 — [1327, 585, 1333, 594]
scoreboard-right — [1349, 567, 1530, 903]
news-brief-item1-text — [28, 1625, 202, 1858]
scoreboard-head-row — [1176, 570, 1347, 583]
goyal-body: ब्रुसेल्स। वाणिज्य और उद्योग मंत्री पीयूष गोयल ने ब्रुसेल्स में यूरोपीय व्यापार आयुक्त मारोस सेफकोविक से मुलाकात की। दोनों पक्षों के बीच प्रस्तावित एफटीए पर चर्चा के लिए यह उनकी एक महीने के भीतर दूसरी बैठक थी। गोयल 23 मई को वाशिंगटन से ब्रसेल्स गए। वे वाणिज्य के मुख्य वार्ताकार एल सत्य श्रीनिवास और उनकी टीम एफटीए वार्ता के लिए पहले से ही ईयू मुख्यालय में हैं। गोयल ने माह की शुरुआत में यूरोपीय संघ के अपने समकक्ष के साथ बैठक की थी। सेफकोविक ने कहा अपने मित्र और वाणिज्य मंत्री पीयूष गोयल का स्वागत करते हुए मुझे खुशी हो रही है। गोयल ने जवाब में कहा हम भारत और यूरोपीय संघ को साझा समृद्धि के लिए प्रतिबद्ध हैं। हमारा लक्ष्य इस साल के अंत तक एफटीए को अंतिम रूप देना है जो दोनों पक्षों के लिए बेहतर समझौता होगा। — [967, 1641, 1159, 1897]
news-brief-item1-head: देश में जल्द शुरू होगी स्टारलिंक सेवा — [28, 1566, 186, 1613]
score-value: 12 — [1312, 610, 1323, 620]
goyal-text — [967, 1639, 1159, 2116]
horoscope-sign — [849, 2134, 958, 2314]
srikanth-byline: एजेंसी ● कुआलालंपुर editor@peoplessamachar.co.in — [983, 1041, 1169, 1071]
score-player: शशांक सिंह बोल्ड — [1177, 649, 1231, 659]
punjab-col2-text: बनाए, जबकि स्टोइनिस ने अपनी पारी में 3 चौके और 4 छक्के जड़े। दिल्ली के लिए मुस्तफिजुर रहमान ने 3 विकेट लिए, जबकि विप्रराज निगम और कुलदीप यादव ने 2-2 विकेट लिए। — [1355, 424, 1529, 498]
horoscope-sign-text: कानूनी मामले में सावधानी से निर्णय लें, बड़ी योजना शुरू कर सकते हैं, मिलेगा, विवादास्पद मामलों को टालना हितकर रहेगा। — [962, 2152, 1070, 2219]
horoscope-sign-name: मकर — [1273, 2134, 1298, 2150]
news-brief-item2-head: सरसों तेल-तिलहन में दिखा सुधार — [28, 1866, 178, 1913]
score-value: 2 — [1338, 610, 1344, 620]
ewomen-col2-text: सकी। तेज गेंदबाज एम अर्लट ने अपने दूसरे अंतर्राष्ट्रीय मैच में 14 रन देकर 3 विकेट लिए, जिसमें विंडीज की कप्तान हेली मैथ्यूज के साथ शानदार ओपनिंग बल्लेबाज के तौर पर अनुभवी बल्लेबाज स्टेफनी टेलर (शून्य) के महत्वपूर्ण विकेट शामिल हैं। तेज गेंदबाज लॉरेन बेल ने 28 रन देकर 3 विकेट लिए और स्पिनर चार्ली डीन ने अपने चार ओवरों में — [219, 1303, 416, 1423]
lic-col2 — [1355, 1627, 1529, 2121]
ewomen-col1 — [23, 1046, 209, 1477]
srikanth-photo-caption: फाइल फोटो। — [1466, 1270, 1524, 1286]
score-row — [1176, 596, 1347, 609]
